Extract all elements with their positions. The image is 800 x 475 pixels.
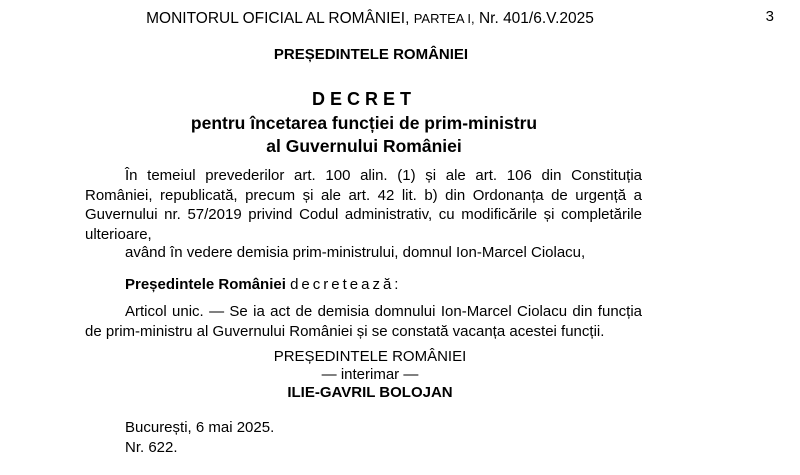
signer-title: PREȘEDINTELE ROMÂNIEI [273,348,467,365]
article-line: Articol unic. — Se ia act de demisia domnului Ion-Marcel Ciolacu din funcția [125,303,642,320]
legal-basis-line: În temeiul prevederilor art. 100 alin. (1) și ale art. 106 din Constituția [125,167,642,184]
decree-title: DECRET [311,89,416,109]
gazette-header [0,10,740,28]
legal-basis-line: ulterioare, [85,225,152,243]
decree-subtitle-line-2: al Guvernului României [266,136,462,156]
issue-number: Nr. 401/6.V.2025 [478,10,594,27]
article-paragraph [85,302,642,341]
article-line: de prim-ministru al Guvernului României și se constată vacanța acestei funcții. [85,322,605,340]
issuer-heading: PREȘEDINTELE ROMÂNIEI [273,46,469,63]
decree-number: Nr. 622. [125,439,178,456]
publication-name: MONITORUL OFICIAL AL ROMÂNIEI, [146,10,410,27]
signer-name: ILIE-GAVRIL BOLOJAN [287,384,453,401]
decrees-paragraph [125,276,401,293]
legal-basis-line: României, republicată, precum și ale art. 42 lit. b) din Ordonanța de urgență a [85,186,642,204]
publication-part: PARTEA I, [413,11,475,26]
decrees-verb: decretează: [290,276,402,293]
decree-subtitle-line-1: pentru încetarea funcției de prim-ministru [190,113,538,133]
legal-basis-paragraph [85,166,642,244]
signer-role: — interimar — [321,366,419,383]
considering-paragraph: având în vedere demisia prim-ministrului, domnul Ion-Marcel Ciolacu, [125,244,586,261]
legal-basis-line: Guvernului nr. 57/2019 privind Codul administrativ, cu modificările și completările [85,206,642,223]
decrees-subject: Președintele României [125,276,286,293]
page-number: 3 [765,8,774,25]
place-and-date: București, 6 mai 2025. [125,419,275,436]
